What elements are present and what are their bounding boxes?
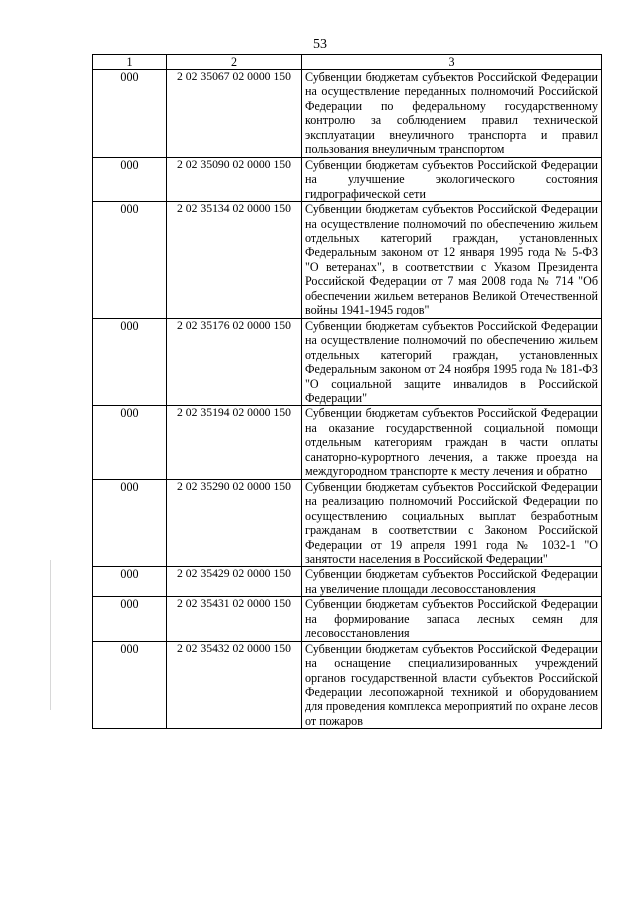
table-row	[93, 70, 602, 158]
row-kbk-cell: 2 02 35067 02 0000 150	[167, 70, 302, 158]
header-col-3: 3	[302, 55, 602, 70]
row-description-cell: Субвенции бюджетам субъектов Российской Федерации на реализацию полномочий Российской Федерации по осуществлению социальных выплат безработным гражданам в соответствии с Законом Российской Федерации от 19 апреля 1991 года № 1032-1 "О занятости населения в Российской Федерации"	[302, 479, 602, 567]
row-code-cell: 000	[93, 479, 167, 567]
row-description-cell: Субвенции бюджетам субъектов Российской Федерации на оказание государственной социальной помощи отдельным категориям граждан в части оплаты санаторно-курортного лечения, а также проезда на междугородном транспорте к месту лечения и обратно	[302, 406, 602, 479]
table-row	[93, 567, 602, 597]
row-description-cell: Субвенции бюджетам субъектов Российской Федерации на формирование запаса лесных семян для лесовосстановления	[302, 597, 602, 641]
page-number: 53	[313, 37, 327, 52]
row-kbk-cell: 2 02 35290 02 0000 150	[167, 479, 302, 567]
header-col-1: 1	[93, 55, 167, 70]
table-row	[93, 157, 602, 201]
row-kbk-cell: 2 02 35431 02 0000 150	[167, 597, 302, 641]
row-code-cell: 000	[93, 318, 167, 406]
scan-edge-mark	[50, 560, 51, 710]
row-kbk-cell: 2 02 35429 02 0000 150	[167, 567, 302, 597]
row-description-cell: Субвенции бюджетам субъектов Российской Федерации на осуществление переданных полномочий Российской Федерации по федеральному государственному контролю за соблюдением правил технической эксплуатации внеуличного транспорта и правил пользования внеуличным транспортом	[302, 70, 602, 158]
row-description-cell: Субвенции бюджетам субъектов Российской Федерации на увеличение площади лесовосстановления	[302, 567, 602, 597]
table-row	[93, 318, 602, 406]
table-row	[93, 406, 602, 479]
row-code-cell: 000	[93, 597, 167, 641]
row-description-cell: Субвенции бюджетам субъектов Российской Федерации на улучшение экологического состояния гидрографической сети	[302, 157, 602, 201]
table-row	[93, 597, 602, 641]
row-kbk-cell: 2 02 35090 02 0000 150	[167, 157, 302, 201]
row-code-cell: 000	[93, 70, 167, 158]
row-kbk-cell: 2 02 35432 02 0000 150	[167, 641, 302, 729]
row-code-cell: 000	[93, 157, 167, 201]
row-code-cell: 000	[93, 202, 167, 319]
row-code-cell: 000	[93, 406, 167, 479]
row-code-cell: 000	[93, 641, 167, 729]
row-description-cell: Субвенции бюджетам субъектов Российской Федерации на оснащение специализированных учреждений органов государственной власти субъектов Российской Федерации лесопожарной техникой и оборудованием для проведения комплекса мероприятий по охране лесов от пожаров	[302, 641, 602, 729]
table-header-row	[93, 55, 602, 70]
table-body	[93, 70, 602, 729]
table-row	[93, 641, 602, 729]
row-code-cell: 000	[93, 567, 167, 597]
row-kbk-cell: 2 02 35134 02 0000 150	[167, 202, 302, 319]
row-description-cell: Субвенции бюджетам субъектов Российской Федерации на осуществление полномочий по обеспечению жильем отдельных категорий граждан, установленных Федеральным законом от 12 января 1995 года № 5-ФЗ "О ветеранах", в соответствии с Указом Президента Российской Федерации от 7 мая 2008 года № 714 "Об обеспечении жильем ветеранов Великой Отечественной войны 1941-1945 годов"	[302, 202, 602, 319]
budget-classification-table	[92, 54, 602, 729]
header-col-2: 2	[167, 55, 302, 70]
table-row	[93, 479, 602, 567]
row-kbk-cell: 2 02 35176 02 0000 150	[167, 318, 302, 406]
row-description-cell: Субвенции бюджетам субъектов Российской Федерации на осуществление полномочий по обеспечению жильем отдельных категорий граждан, установленных Федеральным законом от 24 ноября 1995 года № 181-ФЗ "О социальной защите инвалидов в Российской Федерации"	[302, 318, 602, 406]
row-kbk-cell: 2 02 35194 02 0000 150	[167, 406, 302, 479]
table-row	[93, 202, 602, 319]
